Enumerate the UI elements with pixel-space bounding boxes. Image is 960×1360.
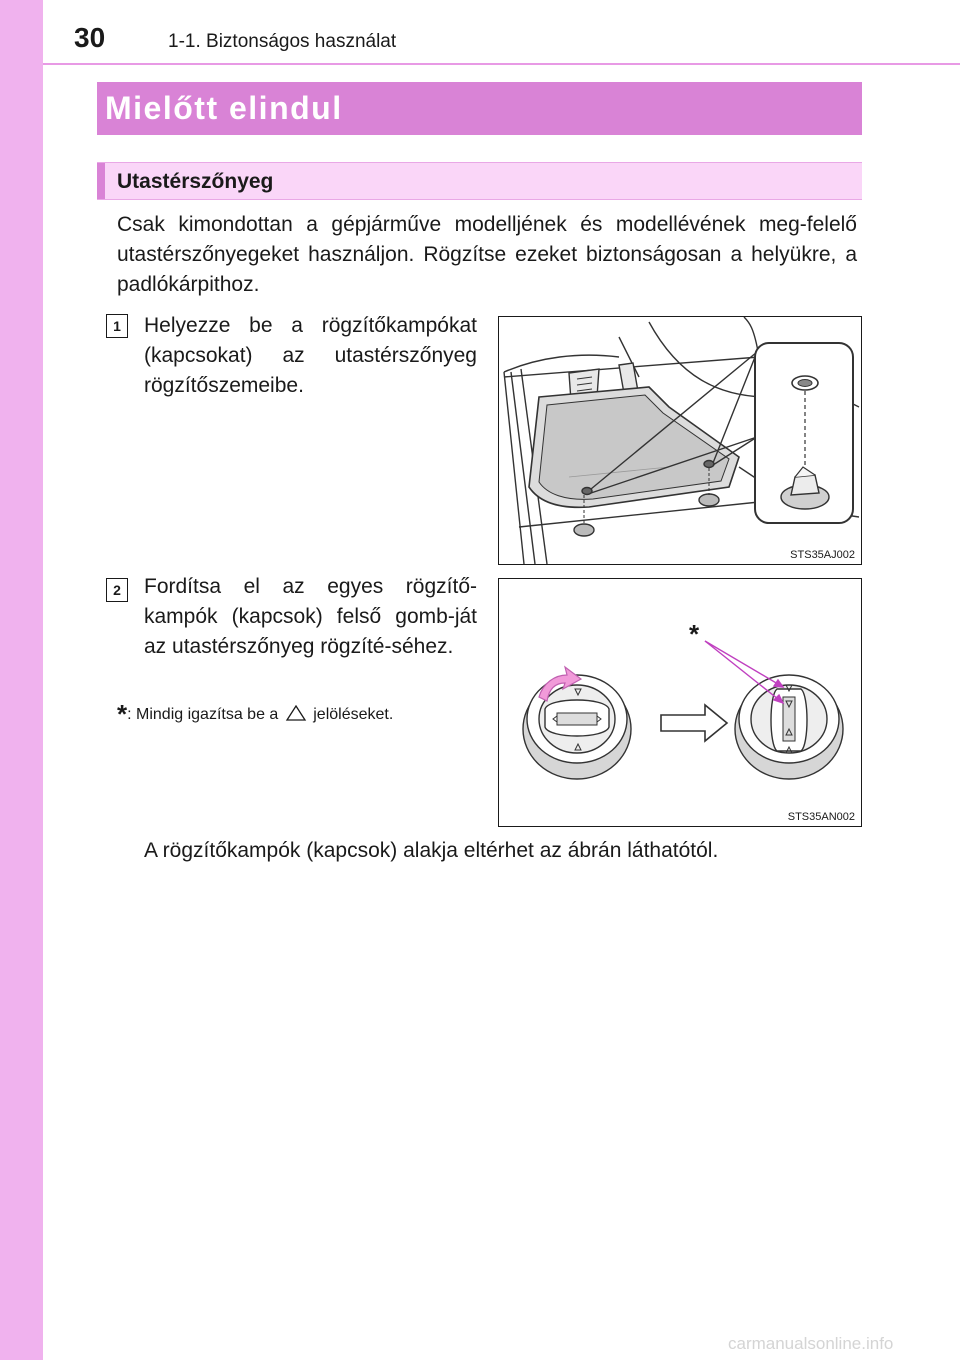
subtitle-bar xyxy=(97,162,862,200)
closing-note: A rögzítőkampók (kapcsok) alakja eltérhet az ábrán láthatótól. xyxy=(144,839,719,862)
intro-paragraph: Csak kimondottan a gépjárműve modelljének és modellévének meg-felelő utastérszőnyegeket használjon. Rögzítse ezeket biztonságosan a helyükre, a padlókárpithoz. xyxy=(117,213,857,296)
triangle-mark-icon xyxy=(283,705,309,721)
step-1-badge: 1 xyxy=(106,314,128,338)
subtitle: Utastérszőnyeg xyxy=(117,170,274,193)
figure-2-code: STS35AN002 xyxy=(787,811,855,823)
figure-floor-mat xyxy=(498,316,862,565)
page-number: 30 xyxy=(74,22,106,53)
figure-2-star: * xyxy=(689,619,700,649)
note-star: * xyxy=(117,699,128,729)
page-title: Mielőtt elindul xyxy=(105,90,343,126)
subtitle-accent xyxy=(97,163,105,199)
note-text-after: jelöléseket. xyxy=(313,706,394,723)
title-bar xyxy=(97,82,862,135)
alignment-note xyxy=(117,699,394,729)
side-band xyxy=(0,0,43,1360)
section-header: 1-1. Biztonságos használat xyxy=(168,31,397,52)
watermark: carmanualsonline.info xyxy=(728,1334,894,1353)
figure-1-code: STS35AJ002 xyxy=(790,549,855,561)
step-2-text: Fordítsa el az egyes rögzítő-kampók (kapcsok) felső gomb-ját az utastérszőnyeg rögzíté-séhez. xyxy=(144,575,477,658)
figure-hook-rotation xyxy=(498,578,862,827)
header-rule xyxy=(43,63,960,65)
step-2-badge: 2 xyxy=(106,578,128,602)
step-1-text: Helyezze be a rögzítőkampókat (kapcsokat) az utastérszőnyeg rögzítőszemeibe. xyxy=(144,314,477,397)
note-text-before: : Mindig igazítsa be a xyxy=(127,706,279,723)
hook-rotation-illustration xyxy=(499,579,861,826)
floor-mat-illustration xyxy=(499,317,861,564)
